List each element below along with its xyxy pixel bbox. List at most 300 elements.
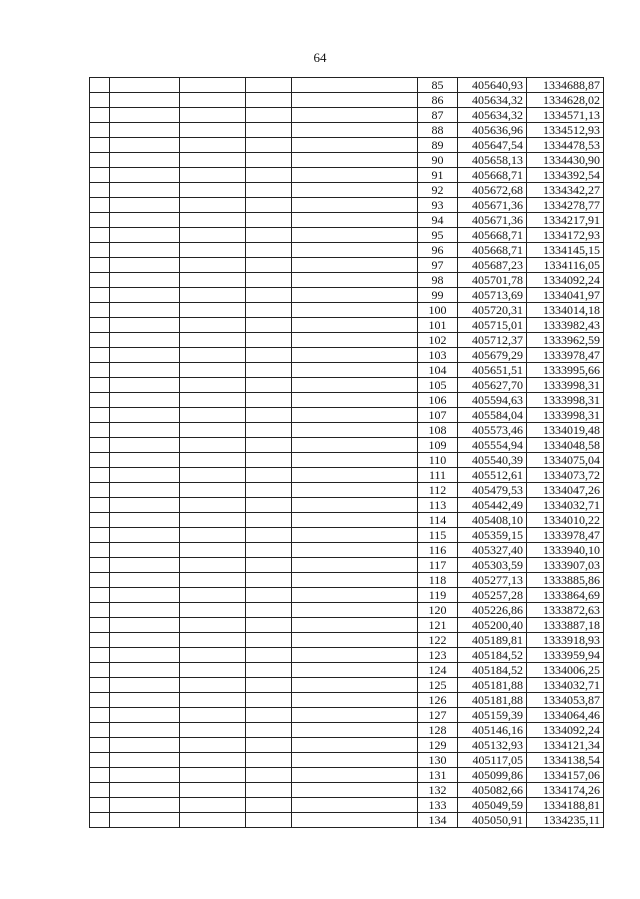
empty-cell xyxy=(246,198,292,213)
empty-cell xyxy=(292,483,418,498)
page-number: 64 xyxy=(313,50,327,65)
point-number-cell: 120 xyxy=(418,603,458,618)
x-coordinate-cell: 405159,39 xyxy=(458,708,527,723)
table-row xyxy=(90,588,604,603)
empty-cell xyxy=(246,573,292,588)
y-coordinate-cell: 1333864,69 xyxy=(527,588,604,603)
empty-cell xyxy=(180,813,246,828)
point-number-cell: 108 xyxy=(418,423,458,438)
empty-cell xyxy=(180,798,246,813)
empty-cell xyxy=(246,393,292,408)
empty-cell xyxy=(180,228,246,243)
empty-cell xyxy=(110,438,180,453)
y-coordinate-cell: 1333918,93 xyxy=(527,633,604,648)
point-number-cell: 90 xyxy=(418,153,458,168)
x-coordinate-cell: 405640,93 xyxy=(458,78,527,93)
empty-cell xyxy=(110,138,180,153)
point-number-cell: 124 xyxy=(418,663,458,678)
y-coordinate-cell: 1334172,93 xyxy=(527,228,604,243)
y-coordinate-cell: 1333998,31 xyxy=(527,393,604,408)
empty-cell xyxy=(246,753,292,768)
empty-cell xyxy=(180,618,246,633)
point-number-cell: 93 xyxy=(418,198,458,213)
point-number-cell: 112 xyxy=(418,483,458,498)
empty-cell xyxy=(90,228,110,243)
empty-cell xyxy=(246,618,292,633)
empty-cell xyxy=(180,543,246,558)
empty-cell xyxy=(246,423,292,438)
empty-cell xyxy=(246,513,292,528)
empty-cell xyxy=(90,198,110,213)
empty-cell xyxy=(110,183,180,198)
empty-cell xyxy=(292,603,418,618)
empty-cell xyxy=(110,483,180,498)
empty-cell xyxy=(110,813,180,828)
empty-cell xyxy=(292,333,418,348)
empty-cell xyxy=(246,213,292,228)
point-number-cell: 87 xyxy=(418,108,458,123)
empty-cell xyxy=(292,618,418,633)
x-coordinate-cell: 405408,10 xyxy=(458,513,527,528)
empty-cell xyxy=(90,513,110,528)
empty-cell xyxy=(180,678,246,693)
empty-cell xyxy=(180,168,246,183)
point-number-cell: 118 xyxy=(418,573,458,588)
empty-cell xyxy=(292,768,418,783)
empty-cell xyxy=(180,303,246,318)
table-row xyxy=(90,348,604,363)
table-row xyxy=(90,603,604,618)
empty-cell xyxy=(246,648,292,663)
x-coordinate-cell: 405540,39 xyxy=(458,453,527,468)
empty-cell xyxy=(292,303,418,318)
empty-cell xyxy=(246,378,292,393)
empty-cell xyxy=(180,333,246,348)
point-number-cell: 116 xyxy=(418,543,458,558)
table-row xyxy=(90,798,604,813)
empty-cell xyxy=(246,348,292,363)
point-number-cell: 100 xyxy=(418,303,458,318)
table-row xyxy=(90,153,604,168)
point-number-cell: 91 xyxy=(418,168,458,183)
empty-cell xyxy=(180,408,246,423)
point-number-cell: 86 xyxy=(418,93,458,108)
empty-cell xyxy=(90,633,110,648)
empty-cell xyxy=(246,693,292,708)
empty-cell xyxy=(292,408,418,423)
empty-cell xyxy=(180,648,246,663)
empty-cell xyxy=(110,723,180,738)
x-coordinate-cell: 405713,69 xyxy=(458,288,527,303)
point-number-cell: 85 xyxy=(418,78,458,93)
x-coordinate-cell: 405132,93 xyxy=(458,738,527,753)
empty-cell xyxy=(110,528,180,543)
y-coordinate-cell: 1334235,11 xyxy=(527,813,604,828)
empty-cell xyxy=(90,108,110,123)
empty-cell xyxy=(246,798,292,813)
table-row xyxy=(90,558,604,573)
empty-cell xyxy=(246,228,292,243)
empty-cell xyxy=(90,213,110,228)
table-row xyxy=(90,513,604,528)
empty-cell xyxy=(246,153,292,168)
empty-cell xyxy=(246,273,292,288)
empty-cell xyxy=(292,813,418,828)
y-coordinate-cell: 1334174,26 xyxy=(527,783,604,798)
empty-cell xyxy=(180,288,246,303)
empty-cell xyxy=(90,588,110,603)
table-row xyxy=(90,228,604,243)
x-coordinate-cell: 405200,40 xyxy=(458,618,527,633)
empty-cell xyxy=(180,378,246,393)
empty-cell xyxy=(180,603,246,618)
x-coordinate-cell: 405327,40 xyxy=(458,543,527,558)
table-row xyxy=(90,288,604,303)
empty-cell xyxy=(180,198,246,213)
empty-cell xyxy=(180,528,246,543)
empty-cell xyxy=(90,528,110,543)
empty-cell xyxy=(110,318,180,333)
x-coordinate-cell: 405117,05 xyxy=(458,753,527,768)
empty-cell xyxy=(110,768,180,783)
empty-cell xyxy=(110,663,180,678)
empty-cell xyxy=(246,303,292,318)
y-coordinate-cell: 1334116,05 xyxy=(527,258,604,273)
point-number-cell: 98 xyxy=(418,273,458,288)
point-number-cell: 110 xyxy=(418,453,458,468)
empty-cell xyxy=(90,678,110,693)
empty-cell xyxy=(90,738,110,753)
y-coordinate-cell: 1334478,53 xyxy=(527,138,604,153)
point-number-cell: 105 xyxy=(418,378,458,393)
x-coordinate-cell: 405647,54 xyxy=(458,138,527,153)
empty-cell xyxy=(110,648,180,663)
empty-cell xyxy=(246,243,292,258)
empty-cell xyxy=(292,423,418,438)
empty-cell xyxy=(110,513,180,528)
empty-cell xyxy=(110,168,180,183)
point-number-cell: 128 xyxy=(418,723,458,738)
empty-cell xyxy=(110,498,180,513)
y-coordinate-cell: 1334053,87 xyxy=(527,693,604,708)
y-coordinate-cell: 1334571,13 xyxy=(527,108,604,123)
point-number-cell: 111 xyxy=(418,468,458,483)
empty-cell xyxy=(90,393,110,408)
empty-cell xyxy=(292,378,418,393)
empty-cell xyxy=(180,783,246,798)
empty-cell xyxy=(90,483,110,498)
empty-cell xyxy=(180,183,246,198)
empty-cell xyxy=(292,588,418,603)
empty-cell xyxy=(292,468,418,483)
empty-cell xyxy=(292,633,418,648)
empty-cell xyxy=(90,333,110,348)
empty-cell xyxy=(110,678,180,693)
table-row xyxy=(90,93,604,108)
y-coordinate-cell: 1333978,47 xyxy=(527,528,604,543)
empty-cell xyxy=(292,513,418,528)
x-coordinate-cell: 405049,59 xyxy=(458,798,527,813)
empty-cell xyxy=(110,273,180,288)
empty-cell xyxy=(90,708,110,723)
empty-cell xyxy=(292,498,418,513)
empty-cell xyxy=(110,243,180,258)
empty-cell xyxy=(90,273,110,288)
point-number-cell: 129 xyxy=(418,738,458,753)
table-row xyxy=(90,573,604,588)
empty-cell xyxy=(246,558,292,573)
point-number-cell: 132 xyxy=(418,783,458,798)
x-coordinate-cell: 405479,53 xyxy=(458,483,527,498)
x-coordinate-cell: 405184,52 xyxy=(458,663,527,678)
y-coordinate-cell: 1334019,48 xyxy=(527,423,604,438)
empty-cell xyxy=(292,393,418,408)
y-coordinate-cell: 1334121,34 xyxy=(527,738,604,753)
x-coordinate-cell: 405715,01 xyxy=(458,318,527,333)
empty-cell xyxy=(246,483,292,498)
x-coordinate-cell: 405303,59 xyxy=(458,558,527,573)
y-coordinate-cell: 1334032,71 xyxy=(527,498,604,513)
table-body xyxy=(90,78,604,828)
point-number-cell: 131 xyxy=(418,768,458,783)
empty-cell xyxy=(110,738,180,753)
table-row xyxy=(90,303,604,318)
empty-cell xyxy=(110,798,180,813)
empty-cell xyxy=(90,378,110,393)
table-row xyxy=(90,213,604,228)
x-coordinate-cell: 405687,23 xyxy=(458,258,527,273)
point-number-cell: 104 xyxy=(418,363,458,378)
x-coordinate-cell: 405651,51 xyxy=(458,363,527,378)
empty-cell xyxy=(246,588,292,603)
empty-cell xyxy=(110,393,180,408)
empty-cell xyxy=(180,708,246,723)
point-number-cell: 106 xyxy=(418,393,458,408)
empty-cell xyxy=(292,288,418,303)
table-row xyxy=(90,168,604,183)
x-coordinate-cell: 405627,70 xyxy=(458,378,527,393)
x-coordinate-cell: 405720,31 xyxy=(458,303,527,318)
empty-cell xyxy=(180,693,246,708)
table-row xyxy=(90,258,604,273)
empty-cell xyxy=(180,243,246,258)
point-number-cell: 126 xyxy=(418,693,458,708)
table-row xyxy=(90,753,604,768)
empty-cell xyxy=(110,333,180,348)
table-row xyxy=(90,78,604,93)
empty-cell xyxy=(246,438,292,453)
empty-cell xyxy=(90,408,110,423)
empty-cell xyxy=(90,123,110,138)
y-coordinate-cell: 1334188,81 xyxy=(527,798,604,813)
empty-cell xyxy=(180,738,246,753)
empty-cell xyxy=(110,783,180,798)
y-coordinate-cell: 1334430,90 xyxy=(527,153,604,168)
y-coordinate-cell: 1334217,91 xyxy=(527,213,604,228)
y-coordinate-cell: 1333998,31 xyxy=(527,378,604,393)
empty-cell xyxy=(110,618,180,633)
point-number-cell: 88 xyxy=(418,123,458,138)
empty-cell xyxy=(110,708,180,723)
point-number-cell: 103 xyxy=(418,348,458,363)
x-coordinate-cell: 405050,91 xyxy=(458,813,527,828)
y-coordinate-cell: 1333887,18 xyxy=(527,618,604,633)
empty-cell xyxy=(246,678,292,693)
point-number-cell: 107 xyxy=(418,408,458,423)
x-coordinate-cell: 405701,78 xyxy=(458,273,527,288)
x-coordinate-cell: 405658,13 xyxy=(458,153,527,168)
empty-cell xyxy=(180,273,246,288)
empty-cell xyxy=(292,93,418,108)
empty-cell xyxy=(246,108,292,123)
point-number-cell: 109 xyxy=(418,438,458,453)
empty-cell xyxy=(90,783,110,798)
y-coordinate-cell: 1333885,86 xyxy=(527,573,604,588)
point-number-cell: 94 xyxy=(418,213,458,228)
y-coordinate-cell: 1334014,18 xyxy=(527,303,604,318)
empty-cell xyxy=(110,603,180,618)
empty-cell xyxy=(292,663,418,678)
empty-cell xyxy=(90,648,110,663)
x-coordinate-cell: 405554,94 xyxy=(458,438,527,453)
y-coordinate-cell: 1334032,71 xyxy=(527,678,604,693)
y-coordinate-cell: 1334392,54 xyxy=(527,168,604,183)
empty-cell xyxy=(180,93,246,108)
empty-cell xyxy=(110,408,180,423)
empty-cell xyxy=(246,498,292,513)
table-row xyxy=(90,768,604,783)
table-row xyxy=(90,138,604,153)
empty-cell xyxy=(110,78,180,93)
y-coordinate-cell: 1333962,59 xyxy=(527,333,604,348)
empty-cell xyxy=(180,573,246,588)
empty-cell xyxy=(292,273,418,288)
x-coordinate-cell: 405512,61 xyxy=(458,468,527,483)
empty-cell xyxy=(180,723,246,738)
empty-cell xyxy=(292,123,418,138)
empty-cell xyxy=(292,453,418,468)
empty-cell xyxy=(90,558,110,573)
y-coordinate-cell: 1334010,22 xyxy=(527,513,604,528)
y-coordinate-cell: 1334688,87 xyxy=(527,78,604,93)
x-coordinate-cell: 405584,04 xyxy=(458,408,527,423)
empty-cell xyxy=(180,588,246,603)
y-coordinate-cell: 1334073,72 xyxy=(527,468,604,483)
y-coordinate-cell: 1333959,94 xyxy=(527,648,604,663)
empty-cell xyxy=(246,633,292,648)
empty-cell xyxy=(292,348,418,363)
empty-cell xyxy=(292,543,418,558)
x-coordinate-cell: 405672,68 xyxy=(458,183,527,198)
x-coordinate-cell: 405082,66 xyxy=(458,783,527,798)
empty-cell xyxy=(110,378,180,393)
empty-cell xyxy=(180,558,246,573)
x-coordinate-cell: 405189,81 xyxy=(458,633,527,648)
y-coordinate-cell: 1334064,46 xyxy=(527,708,604,723)
empty-cell xyxy=(180,153,246,168)
empty-cell xyxy=(110,123,180,138)
empty-cell xyxy=(110,423,180,438)
table-row xyxy=(90,453,604,468)
empty-cell xyxy=(292,138,418,153)
point-number-cell: 130 xyxy=(418,753,458,768)
x-coordinate-cell: 405359,15 xyxy=(458,528,527,543)
empty-cell xyxy=(110,198,180,213)
empty-cell xyxy=(292,798,418,813)
table-row xyxy=(90,423,604,438)
empty-cell xyxy=(246,768,292,783)
coordinates-table xyxy=(89,77,604,828)
x-coordinate-cell: 405226,86 xyxy=(458,603,527,618)
empty-cell xyxy=(180,138,246,153)
y-coordinate-cell: 1334092,24 xyxy=(527,273,604,288)
empty-cell xyxy=(110,228,180,243)
empty-cell xyxy=(292,108,418,123)
empty-cell xyxy=(246,468,292,483)
point-number-cell: 96 xyxy=(418,243,458,258)
empty-cell xyxy=(180,258,246,273)
empty-cell xyxy=(180,438,246,453)
y-coordinate-cell: 1333982,43 xyxy=(527,318,604,333)
empty-cell xyxy=(180,108,246,123)
empty-cell xyxy=(180,633,246,648)
x-coordinate-cell: 405594,63 xyxy=(458,393,527,408)
table-row xyxy=(90,183,604,198)
empty-cell xyxy=(246,168,292,183)
empty-cell xyxy=(292,78,418,93)
empty-cell xyxy=(90,438,110,453)
table-row xyxy=(90,273,604,288)
empty-cell xyxy=(110,303,180,318)
table-row xyxy=(90,243,604,258)
empty-cell xyxy=(180,123,246,138)
empty-cell xyxy=(292,573,418,588)
point-number-cell: 121 xyxy=(418,618,458,633)
empty-cell xyxy=(292,783,418,798)
table-row xyxy=(90,393,604,408)
point-number-cell: 113 xyxy=(418,498,458,513)
empty-cell xyxy=(110,753,180,768)
table-row xyxy=(90,378,604,393)
table-row xyxy=(90,408,604,423)
empty-cell xyxy=(246,528,292,543)
empty-cell xyxy=(90,423,110,438)
empty-cell xyxy=(292,243,418,258)
empty-cell xyxy=(90,723,110,738)
empty-cell xyxy=(246,783,292,798)
empty-cell xyxy=(110,153,180,168)
empty-cell xyxy=(180,423,246,438)
y-coordinate-cell: 1333907,03 xyxy=(527,558,604,573)
table-row xyxy=(90,693,604,708)
table-row xyxy=(90,708,604,723)
empty-cell xyxy=(246,93,292,108)
point-number-cell: 119 xyxy=(418,588,458,603)
empty-cell xyxy=(110,543,180,558)
empty-cell xyxy=(246,363,292,378)
empty-cell xyxy=(90,693,110,708)
x-coordinate-cell: 405712,37 xyxy=(458,333,527,348)
empty-cell xyxy=(90,93,110,108)
point-number-cell: 122 xyxy=(418,633,458,648)
empty-cell xyxy=(292,153,418,168)
table-row xyxy=(90,783,604,798)
x-coordinate-cell: 405668,71 xyxy=(458,243,527,258)
empty-cell xyxy=(292,213,418,228)
empty-cell xyxy=(292,693,418,708)
empty-cell xyxy=(90,453,110,468)
empty-cell xyxy=(90,573,110,588)
